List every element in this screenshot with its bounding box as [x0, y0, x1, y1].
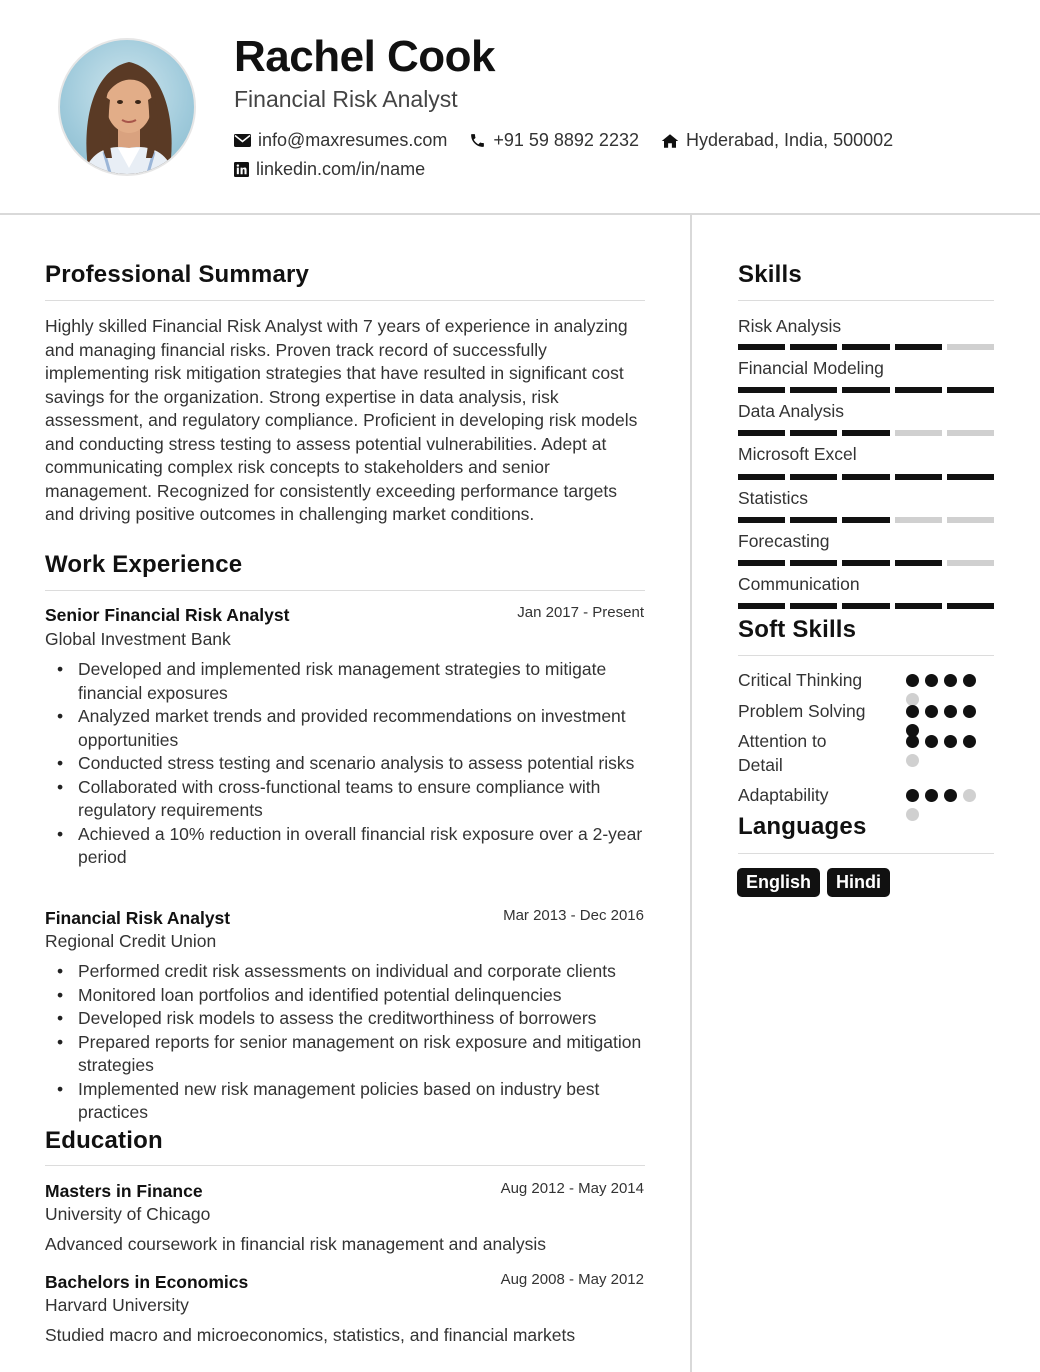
skill-level-bar: [738, 430, 994, 436]
skill-level-segment: [895, 603, 942, 609]
skill-label: Communication: [738, 574, 860, 594]
skill-level-segment: [790, 517, 837, 523]
skill-level-segment: [738, 474, 785, 480]
skill-label: Microsoft Excel: [738, 444, 857, 464]
list-item: • Monitored loan portfolios and identified potential delinquencies: [45, 984, 650, 1008]
education-description: Studied macro and microeconomics, statistics, and financial markets: [45, 1325, 576, 1345]
rating-dot: [925, 705, 938, 718]
phone-icon: [469, 132, 486, 149]
soft-skill-label: Problem Solving: [738, 701, 866, 721]
job-bullets: [45, 658, 650, 870]
location-text: Hyderabad, India, 500002: [685, 130, 894, 150]
skills-heading: Skills: [738, 261, 802, 288]
skill-level-segment: [790, 344, 837, 350]
soft-skill-label: Adaptability: [738, 785, 829, 805]
job-title: Senior Financial Risk Analyst: [45, 605, 290, 625]
job-title: Financial Risk Analyst: [45, 908, 231, 928]
skill-level-segment: [947, 430, 994, 436]
skill-level-segment: [738, 560, 785, 566]
education-rule: [45, 1165, 645, 1166]
skill-level-bar: [738, 517, 994, 523]
rating-dot: [925, 674, 938, 687]
soft-skill-rating: [906, 674, 986, 706]
skill-level-segment: [738, 430, 785, 436]
skill-level-segment: [842, 344, 889, 350]
rating-dot: [963, 705, 976, 718]
list-item: • Implemented new risk management policies based on industry best practices: [45, 1078, 650, 1125]
education-dates: Aug 2008 - May 2012: [500, 1271, 644, 1288]
skill-level-segment: [947, 517, 994, 523]
skill-level-segment: [842, 430, 889, 436]
rating-dot: [906, 705, 919, 718]
list-item: • Analyzed market trends and provided recommendations on investment opportunities: [45, 705, 650, 752]
rating-dot: [963, 735, 976, 748]
rating-dot: [906, 735, 919, 748]
rating-dot: [944, 735, 957, 748]
envelope-icon: [234, 134, 251, 147]
skill-level-segment: [738, 344, 785, 350]
skill-level-segment: [842, 387, 889, 393]
language-tag: English: [737, 868, 820, 897]
skill-level-bar: [738, 387, 994, 393]
skill-level-segment: [895, 560, 942, 566]
soft-skill-rating: [906, 735, 986, 767]
skill-level-segment: [895, 517, 942, 523]
skill-level-segment: [947, 344, 994, 350]
experience-rule: [45, 590, 645, 591]
skill-level-segment: [738, 603, 785, 609]
contact-linkedin[interactable]: [234, 159, 425, 180]
soft-skill-rating: [906, 705, 986, 737]
skill-label: Forecasting: [738, 531, 830, 551]
resume-header: [0, 0, 1040, 215]
languages-rule: [738, 853, 994, 854]
rating-dot: [963, 789, 976, 802]
skill-level-segment: [842, 474, 889, 480]
language-tag: Hindi: [827, 868, 890, 897]
contact-info: [234, 130, 934, 180]
languages-heading: Languages: [738, 813, 867, 840]
list-item: • Developed and implemented risk management strategies to mitigate financial exposures: [45, 658, 650, 705]
skill-level-bar: [738, 344, 994, 350]
list-item: • Performed credit risk assessments on individual and corporate clients: [45, 960, 650, 984]
linkedin-text[interactable]: linkedin.com/in/name: [256, 159, 426, 179]
skill-level-segment: [947, 387, 994, 393]
skills-rule: [738, 300, 994, 301]
soft-skill-label: Attention to Detail: [738, 731, 827, 775]
skill-level-bar: [738, 560, 994, 566]
education-dates: Aug 2012 - May 2014: [500, 1180, 644, 1197]
soft-skill-rating: [906, 789, 986, 821]
skill-level-segment: [895, 387, 942, 393]
experience-heading: Work Experience: [45, 551, 243, 578]
home-icon: [661, 133, 679, 149]
skill-level-bar: [738, 603, 994, 609]
skill-level-segment: [947, 474, 994, 480]
rating-dot: [925, 735, 938, 748]
rating-dot: [944, 789, 957, 802]
profile-photo: [58, 38, 196, 176]
skill-label: Data Analysis: [738, 401, 845, 421]
education-heading: Education: [45, 1127, 163, 1154]
column-divider: [690, 215, 692, 1372]
rating-dot: [925, 789, 938, 802]
list-item: • Conducted stress testing and scenario analysis to assess potential risks: [45, 752, 650, 776]
skill-level-segment: [790, 560, 837, 566]
rating-dot: [944, 705, 957, 718]
skill-level-segment: [738, 517, 785, 523]
degree-title: Bachelors in Economics: [45, 1272, 249, 1292]
skill-level-segment: [842, 560, 889, 566]
rating-dot: [906, 674, 919, 687]
rating-dot: [944, 674, 957, 687]
school-name: University of Chicago: [45, 1204, 211, 1224]
contact-phone[interactable]: [469, 130, 639, 151]
skill-level-segment: [790, 387, 837, 393]
skill-label: Risk Analysis: [738, 316, 842, 336]
skill-label: Statistics: [738, 488, 809, 508]
skill-level-segment: [738, 387, 785, 393]
candidate-title: Financial Risk Analyst: [234, 86, 458, 112]
skill-level-segment: [842, 517, 889, 523]
skill-level-segment: [895, 430, 942, 436]
soft-skills-rule: [738, 655, 994, 656]
job-bullets: [45, 960, 650, 1125]
linkedin-icon: [234, 162, 249, 177]
job-company: Regional Credit Union: [45, 931, 217, 951]
skill-level-segment: [790, 603, 837, 609]
skill-level-segment: [790, 474, 837, 480]
list-item: • Developed risk models to assess the creditworthiness of borrowers: [45, 1007, 650, 1031]
skill-level-segment: [947, 603, 994, 609]
skill-level-segment: [842, 603, 889, 609]
skill-level-segment: [790, 430, 837, 436]
list-item: • Collaborated with cross-functional teams to ensure compliance with regulatory requirements: [45, 776, 650, 823]
soft-skills-heading: Soft Skills: [738, 616, 857, 643]
list-item: • Prepared reports for senior management on risk exposure and mitigation strategies: [45, 1031, 650, 1078]
job-company: Global Investment Bank: [45, 629, 231, 649]
job-dates: Jan 2017 - Present: [517, 604, 644, 621]
phone-text[interactable]: +91 59 8892 2232: [493, 130, 639, 150]
list-item: • Achieved a 10% reduction in overall financial risk exposure over a 2-year period: [45, 823, 650, 870]
rating-dot: [963, 674, 976, 687]
email-text[interactable]: info@maxresumes.com: [258, 130, 448, 150]
skill-level-segment: [895, 474, 942, 480]
language-tags: [737, 868, 890, 897]
summary-text: Highly skilled Financial Risk Analyst with 7 years of experience in analyzing and managing financial risks. Proven track record of successfully implementing risk mitigation strategies that have resulted in significant cost savings for the organization. Strong expertise in data analysis, risk assessment, and regulatory compliance. Proficient in developing risk models and conducting stress testing to assess potential vulnerabilities. Adept at communicating complex risk concepts to stakeholders and senior management. Recognized for consistently exceeding performance targets and driving positive outcomes in challenging market conditions.: [45, 316, 638, 524]
skill-level-bar: [738, 474, 994, 480]
rating-dot: [906, 754, 919, 767]
job-dates: Mar 2013 - Dec 2016: [503, 907, 644, 924]
summary-rule: [45, 300, 645, 301]
skill-label: Financial Modeling: [738, 358, 884, 378]
soft-skill-label: Critical Thinking: [738, 670, 863, 690]
rating-dot: [906, 789, 919, 802]
contact-location: [661, 130, 893, 151]
skill-level-segment: [947, 560, 994, 566]
rating-dot: [906, 808, 919, 821]
degree-title: Masters in Finance: [45, 1181, 203, 1201]
candidate-name: Rachel Cook: [234, 32, 496, 81]
skill-level-segment: [895, 344, 942, 350]
school-name: Harvard University: [45, 1295, 189, 1315]
education-description: Advanced coursework in financial risk management and analysis: [45, 1234, 546, 1254]
contact-email[interactable]: [234, 130, 447, 151]
summary-heading: Professional Summary: [45, 261, 310, 288]
